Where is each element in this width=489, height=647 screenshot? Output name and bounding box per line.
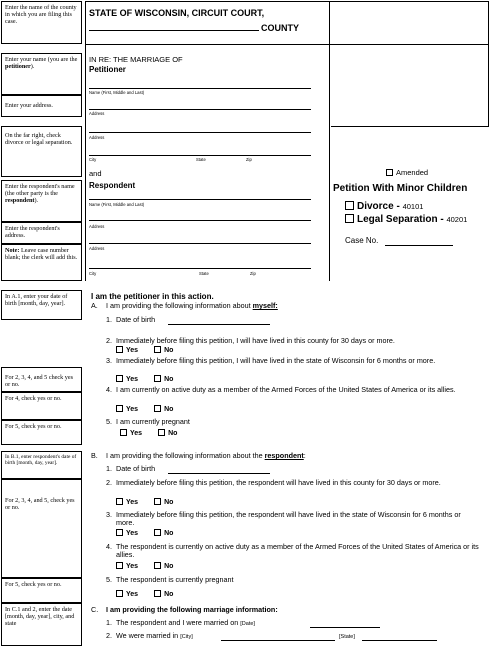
b2-yes-checkbox[interactable]	[116, 498, 123, 505]
petitioner-label: Petitioner	[89, 65, 126, 74]
sidebar-b25-note: For 2, 3, 4, and 5, check yes or no.	[1, 479, 82, 578]
sidebar-case-number-note: Note: Leave case number blank; the clerk will add this.	[1, 244, 82, 281]
c2-state-label: [State]	[339, 634, 355, 640]
petitioner-address2-label: Address	[89, 135, 105, 140]
legal-separation-checkbox[interactable]	[345, 214, 354, 223]
petitioner-city-field[interactable]	[89, 155, 311, 156]
b4-yes-checkbox[interactable]	[116, 562, 123, 569]
c1-date-field[interactable]	[310, 627, 380, 628]
county-label: COUNTY	[261, 23, 299, 33]
divorce-checkbox[interactable]	[345, 201, 354, 210]
petitioner-heading: I am the petitioner in this action.	[91, 292, 214, 301]
sidebar-far-right-note: On the far right, check divorce or legal separation.	[1, 126, 82, 177]
case-number-label: Case No.	[345, 236, 379, 245]
a2-no-checkbox[interactable]	[154, 346, 161, 353]
b3-options: Yes No	[116, 529, 173, 537]
b3-yes-checkbox[interactable]	[116, 529, 123, 536]
a3-item: 3. Immediately before filing this petition, I will have lived in the state of Wisconsin for 6 months or more.	[106, 356, 436, 365]
petitioner-zip-label: Zip	[246, 157, 252, 162]
petitioner-state-label: State	[196, 157, 206, 162]
sidebar-c12-note: In C.1 and 2, enter the date [month, day, year], city, and state	[1, 603, 82, 646]
respondent-state-label: State	[199, 271, 209, 276]
divorce-option[interactable]: Divorce - 40101	[345, 201, 423, 212]
amended-option[interactable]: Amended	[386, 168, 428, 177]
and-label: and	[89, 169, 102, 178]
sidebar-address-note: Enter your address.	[1, 95, 82, 117]
b2-no-checkbox[interactable]	[154, 498, 161, 505]
a3-options: Yes No	[116, 375, 173, 383]
petitioner-name-field[interactable]	[89, 88, 311, 89]
a4-yes-checkbox[interactable]	[116, 405, 123, 412]
sidebar-b5-note: For 5, check yes or no.	[1, 578, 82, 603]
a3-yes-checkbox[interactable]	[116, 375, 123, 382]
b1-dob-field[interactable]	[168, 473, 270, 474]
amended-checkbox[interactable]	[386, 169, 393, 176]
b2-options: Yes No	[116, 498, 173, 506]
respondent-address-field[interactable]	[89, 243, 311, 244]
respondent-name2-field[interactable]	[89, 220, 311, 221]
top-right-frame	[330, 1, 488, 2]
petitioner-address2-field[interactable]	[89, 132, 311, 133]
sidebar-a25-note: For 2, 3, 4, and 5 check yes or no.	[1, 367, 82, 392]
sidebar-a4-note: For 4, check yes or no.	[1, 392, 82, 420]
respondent-city-field[interactable]	[89, 268, 311, 269]
b5-item: 5. The respondent is currently pregnant	[106, 575, 234, 584]
petitioner-city-label: City	[89, 157, 97, 162]
b4-options: Yes No	[116, 562, 173, 570]
a5-options: Yes No	[120, 429, 177, 437]
a3-no-checkbox[interactable]	[154, 375, 161, 382]
respondent-address-label: Address	[89, 224, 105, 229]
a1-item: 1. Date of birth	[106, 315, 156, 324]
petitioner-name-label: Name (First, Middle and Last)	[89, 90, 145, 95]
petitioner-address-label: Address	[89, 111, 105, 116]
caption-frame	[85, 1, 330, 281]
b2-item: 2. Immediately before filing this petition, the respondent will have lived in this county for 30 days or more.	[106, 478, 441, 487]
a1-dob-field[interactable]	[168, 324, 270, 325]
a5-yes-checkbox[interactable]	[120, 429, 127, 436]
section-b-label: B. I am providing the following information about the respondent:	[91, 451, 306, 460]
respondent-city-label: City	[89, 271, 97, 276]
respondent-name-label: Name (First, Middle and Last)	[89, 202, 145, 207]
b3-no-checkbox[interactable]	[154, 529, 161, 536]
c2-state-field[interactable]	[362, 640, 437, 641]
county-field[interactable]	[89, 30, 259, 31]
a5-item: 5. I am currently pregnant	[106, 417, 190, 426]
b3-item: 3. Immediately before filing this petition, the respondent will have lived in the state of Wisconsin for 6 months or more.	[106, 510, 461, 528]
respondent-address2-label: Address	[89, 246, 105, 251]
b4-item: 4. The respondent is currently on active duty as a member of the Armed Forces of the United States of America or its allies.	[106, 542, 479, 560]
b1-item: 1. Date of birth	[106, 464, 156, 473]
a2-options: Yes No	[116, 346, 173, 354]
a4-no-checkbox[interactable]	[154, 405, 161, 412]
respondent-zip-label: Zip	[250, 271, 256, 276]
right-bracket-h	[331, 126, 489, 127]
section-c-label: C. I am providing the following marriage information:	[91, 605, 278, 614]
respondent-name-field[interactable]	[89, 199, 311, 200]
court-title: STATE OF WISCONSIN, CIRCUIT COURT,	[89, 8, 265, 18]
c2-item: 2. We were married in [City]	[106, 631, 193, 640]
petitioner-address-field[interactable]	[89, 109, 311, 110]
a2-item: 2. Immediately before filing this petition, I will have lived in this county for 30 days or more.	[106, 336, 395, 345]
case-number-field[interactable]	[385, 245, 453, 246]
a4-options: Yes No	[116, 405, 173, 413]
in-re-label: IN RE: THE MARRIAGE OF	[89, 55, 183, 64]
court-divider	[85, 44, 489, 45]
a2-yes-checkbox[interactable]	[116, 346, 123, 353]
sidebar-a1-note: In A.1, enter your date of birth [month, day, year].	[1, 290, 82, 320]
b5-options: Yes No	[116, 590, 173, 598]
sidebar-a5-note: For 5, check yes or no.	[1, 420, 82, 445]
legal-separation-option[interactable]: Legal Separation - 40201	[345, 214, 467, 225]
sidebar-respondent-address-note: Enter the respondent's address.	[1, 222, 82, 244]
a5-no-checkbox[interactable]	[158, 429, 165, 436]
b4-no-checkbox[interactable]	[154, 562, 161, 569]
b5-yes-checkbox[interactable]	[116, 590, 123, 597]
sidebar-respondent-note: Enter the respondent's name (the other party is the respondent).	[1, 180, 82, 222]
c2-city-field[interactable]	[221, 640, 335, 641]
section-a-label: A. I am providing the following information about myself:	[91, 301, 278, 310]
b5-no-checkbox[interactable]	[154, 590, 161, 597]
sidebar-b1-note: In B.1, enter respondent's date of birth [month, day, year].	[1, 451, 82, 479]
sidebar-petitioner-note: Enter your name (you are the petitioner).	[1, 53, 82, 95]
c1-item: 1. The respondent and I were married on [Date]	[106, 618, 255, 627]
a4-item: 4. I am currently on active duty as a member of the Armed Forces of the United States of America or its allies.	[106, 385, 456, 394]
petition-title: Petition With Minor Children	[333, 183, 468, 194]
respondent-label: Respondent	[89, 181, 136, 190]
sidebar-county-note: Enter the name of the county in which you are filing this case.	[1, 1, 82, 44]
